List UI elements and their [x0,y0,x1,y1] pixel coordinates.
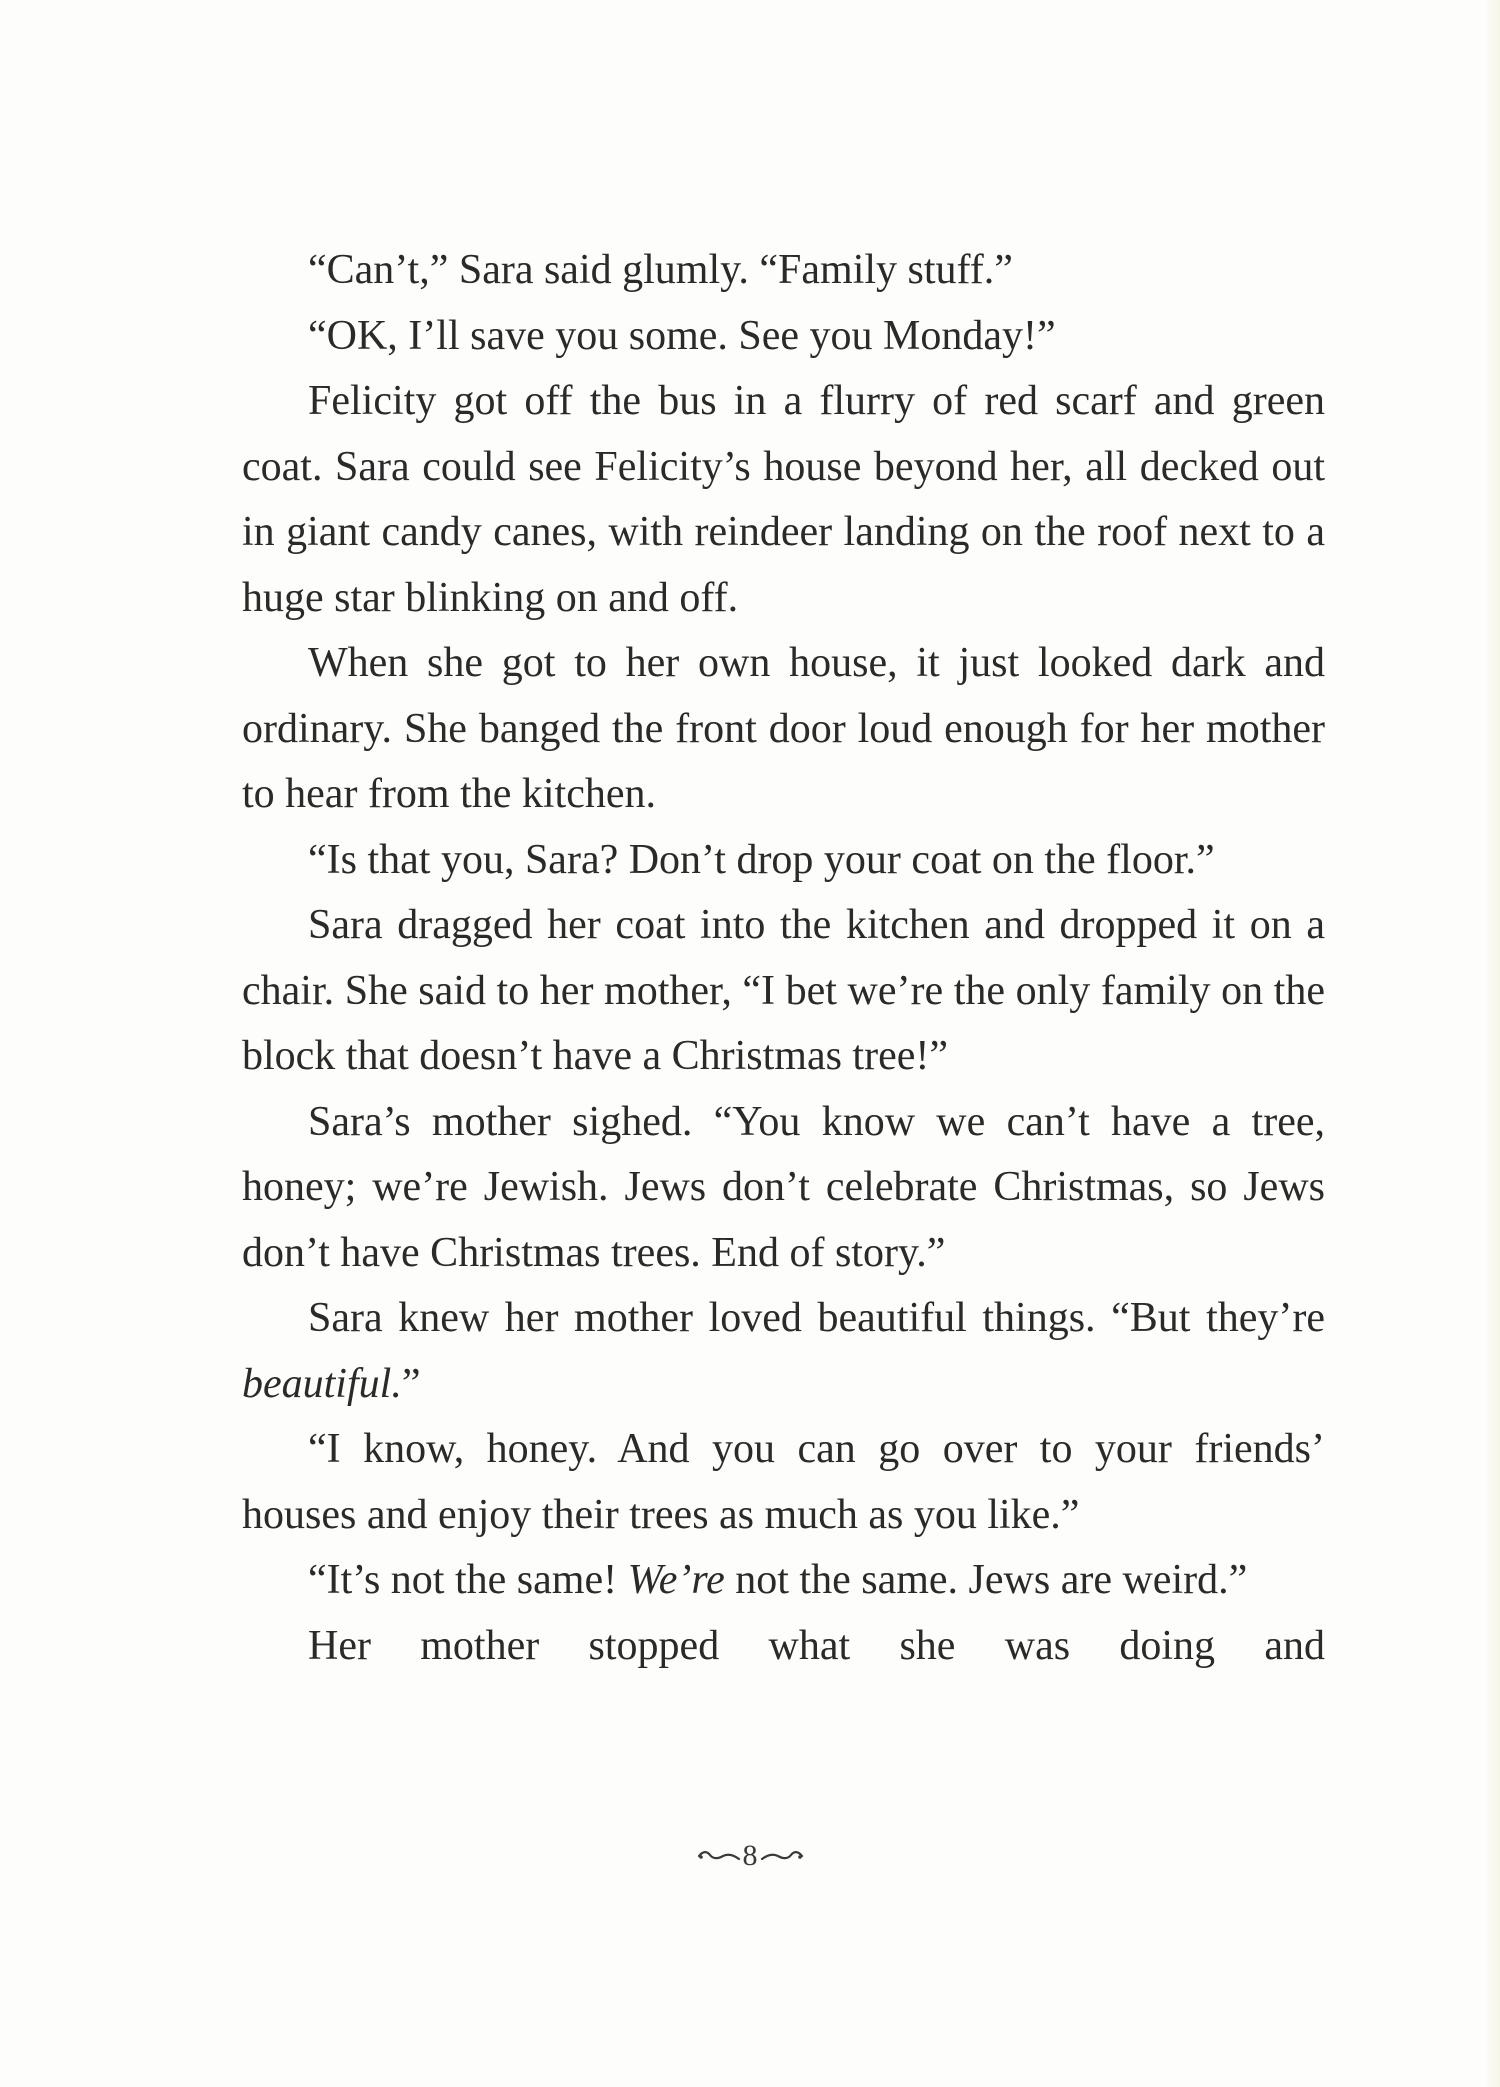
paragraph [242,893,1325,1090]
paragraph [242,238,1325,304]
text-run: not the same. Jews are weird.” [724,1557,1248,1603]
text-run: Sara dragged her coat into the kitchen and dropped it on a chair. She said to her mother, “I bet we’re the only family on the block that doesn’t have a Christmas tree!” [242,902,1325,1079]
text-run: Sara knew her mother loved beautiful things. “But they’re [308,1295,1325,1341]
paragraph [242,1286,1325,1417]
page-number-folio [0,1834,1500,1876]
text-run: Sara’s mother sighed. “You know we can’t have a tree, honey; we’re Jewish. Jews don’t celebrate Christmas, so Jews don’t have Christmas trees. End of story.” [242,1098,1325,1276]
text-run: Felicity got off the bus in a flurry of red scarf and green coat. Sara could see Felicity’s house beyond her, all decked out in giant candy canes, with reindeer landing on the roof next to a huge star blinking on and off. [242,378,1325,621]
italic-text: beautiful. [242,1360,402,1407]
text-run: “OK, I’ll save you some. See you Monday!” [308,312,1056,359]
page-edge-shadow [1484,0,1500,2087]
text-run: When she got to her own house, it just looked dark and ordinary. She banged the front door loud enough for her mother to hear from the kitchen. [242,640,1325,817]
paragraph [242,1090,1325,1287]
text-run: “Is that you, Sara? Don’t drop your coat on the floor.” [308,836,1215,883]
paragraph [242,1614,1325,1680]
text-run: ” [401,1360,421,1407]
text-run: “I know, honey. And you can go over to your friends’ houses and enjoy their trees as much as you like.” [242,1426,1325,1538]
paragraph [242,369,1325,631]
text-run: Her mother stopped what she was doing and [308,1622,1325,1669]
left-flourish-icon [697,1848,741,1864]
paragraph [242,828,1325,894]
text-run: “Can’t,” Sara said glumly. “Family stuff.” [308,247,1013,293]
paragraph [242,304,1325,370]
paragraph [242,1548,1325,1614]
body-text [242,238,1325,1679]
paragraph [242,631,1325,828]
italic-text: We’re [627,1557,725,1603]
text-run: “It’s not the same! [308,1557,628,1603]
page-number: 8 [742,1839,758,1873]
right-flourish-icon [760,1848,804,1864]
paragraph [242,1417,1325,1548]
